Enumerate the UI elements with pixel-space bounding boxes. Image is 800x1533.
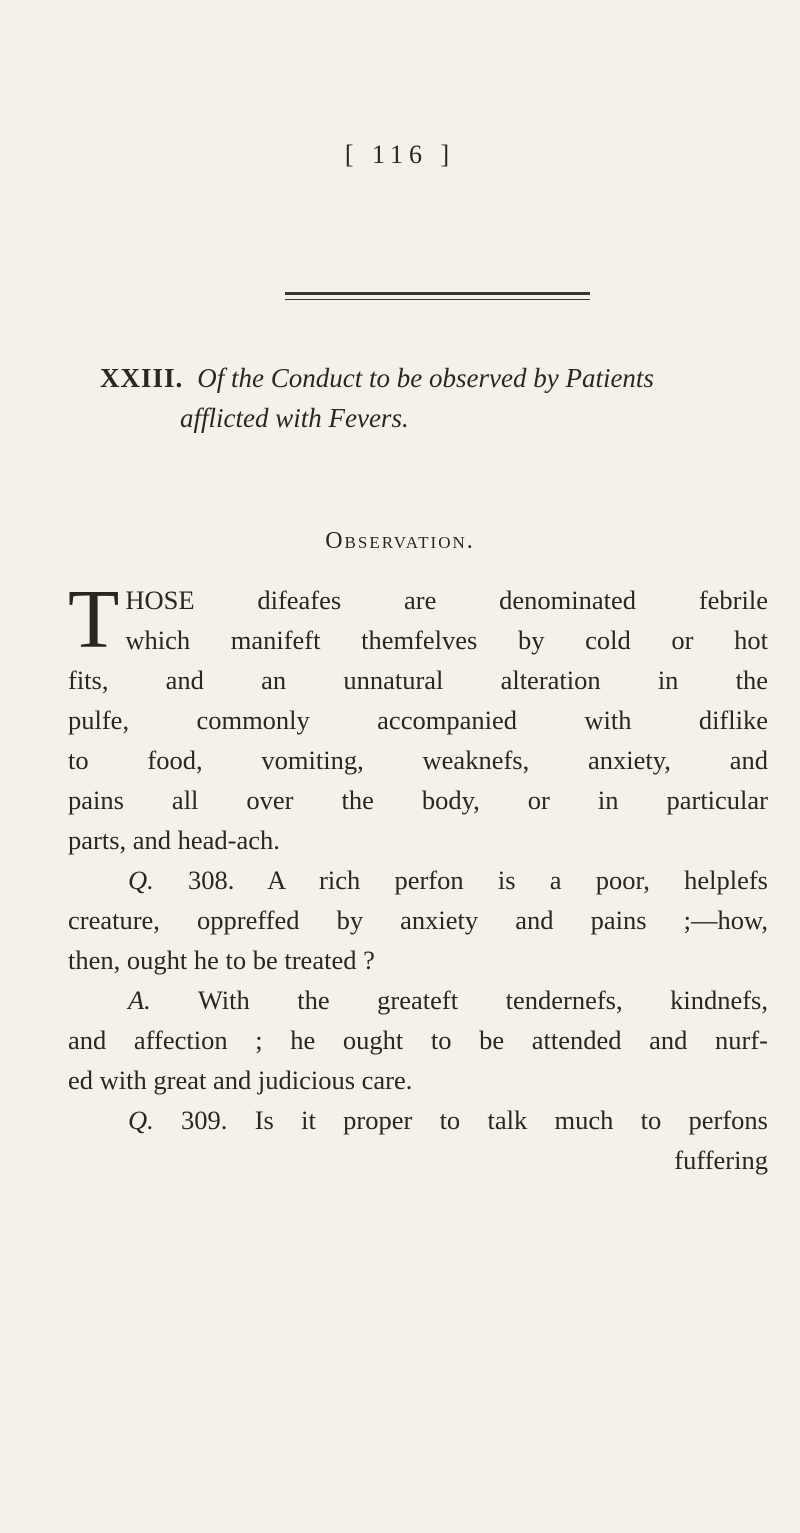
paragraph-line: parts, and head-ach. — [68, 825, 280, 855]
answer-line: A. With the greateft tendernefs, kindnefs, — [128, 985, 768, 1015]
header-rule-thick — [285, 292, 590, 295]
section-heading: Observation. — [325, 528, 475, 554]
catchword: fuffering — [674, 1145, 768, 1175]
chapter-heading — [100, 358, 720, 438]
answer-marker: A. — [128, 985, 151, 1015]
question-marker: Q. — [128, 865, 154, 895]
paragraph-line: fits, and an unnatural alteration in the — [68, 665, 768, 695]
question-308-line: Q. 308. A rich perfon is a poor, helplefs — [128, 865, 768, 895]
question-309-line: Q. 309. Is it proper to talk much to perfons — [128, 1105, 768, 1135]
chapter-number: XXIII. — [100, 363, 184, 393]
drop-cap: T — [68, 573, 120, 666]
paragraph-line: HOSE difeafes are denominated febrile — [125, 585, 768, 615]
header-rule-thin — [285, 299, 590, 300]
page-number: [ 116 ] — [344, 140, 456, 169]
answer-line: and affection ; he ought to be attended and nurf- — [68, 1025, 768, 1055]
answer-line: ed with great and judicious care. — [68, 1065, 413, 1095]
chapter-title-line1: Of the Conduct to be observed by Patients — [197, 363, 654, 393]
paragraph-line: to food, vomiting, weaknefs, anxiety, and — [68, 745, 768, 775]
paragraph-line: which manifeft themfelves by cold or hot — [125, 625, 768, 655]
body-text — [68, 573, 768, 1180]
question-308-line: creature, oppreffed by anxiety and pains ;—how, — [68, 905, 768, 935]
paragraph-line: pains all over the body, or in particular — [68, 785, 768, 815]
paragraph-line: pulfe, commonly accompanied with diflike — [68, 705, 768, 735]
chapter-title-line2: afflicted with Fevers. — [180, 403, 409, 433]
question-308-line: then, ought he to be treated ? — [68, 945, 375, 975]
question-marker: Q. — [128, 1105, 154, 1135]
